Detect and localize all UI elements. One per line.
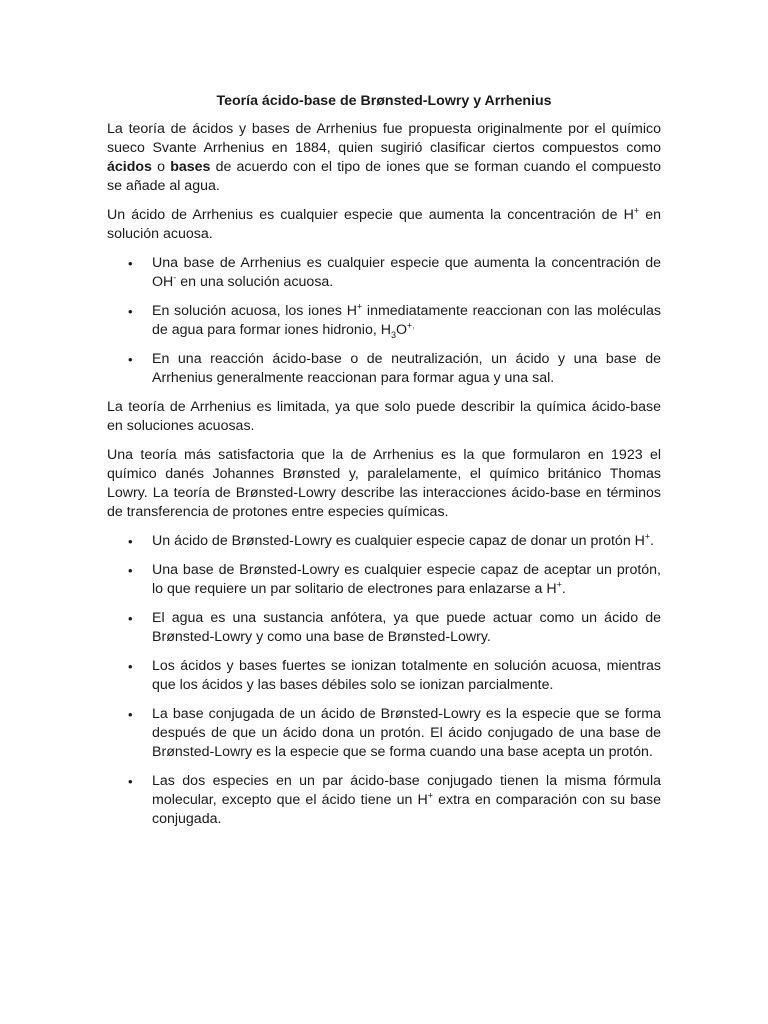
list-item — [107, 302, 661, 340]
list-item-text: El agua es una sustancia anfótera, ya que puede actuar como un ácido de Brønsted-Lowry y como una base de Brønsted-Lowry. — [152, 610, 661, 645]
list-item — [107, 254, 661, 292]
list-item-text: En una reacción ácido-base o de neutralización, un ácido y una base de Arrhenius generalmente reaccionan para formar agua y una sal. — [152, 351, 661, 386]
list-item-text-end: extra en comparación con su base conjugada. — [152, 792, 661, 827]
bullet-icon: • — [128, 659, 133, 674]
list-item-text: La base conjugada de un ácido de Brønsted-Lowry es la especie que se forma después de que un ácido dona un protón. El ácido conjugado de una base de Brønsted-Lowry es la especie que se forma cuando una base acepta un protón. — [152, 706, 661, 760]
bullet-icon: • — [128, 611, 133, 626]
document-title: Teoría ácido-base de Brønsted-Lowry y Arrhenius — [216, 93, 552, 109]
superscript-plus: + — [633, 205, 640, 216]
list-item — [107, 532, 661, 551]
acid-definition-text: Un ácido de Arrhenius es cualquier especie que aumenta la concentración de H — [107, 207, 634, 223]
superscript-plus: + — [556, 579, 562, 590]
list-item-text: En solución acuosa, los iones H — [152, 303, 357, 319]
list-item — [107, 705, 661, 762]
bullet-icon: • — [128, 534, 133, 549]
intro-text-o: o — [151, 159, 171, 175]
term-acidos: ácidos — [107, 159, 152, 175]
intro-text-start: La teoría de ácidos y bases de Arrhenius fue propuesta originalmente por el químico sueco Svante Arrhenius en 1884, quien sugirió clasificar ciertos compuestos como — [107, 121, 661, 156]
bullet-icon: • — [128, 707, 133, 722]
list-item-text-mid: inmediatamente reaccionan con las moléculas de agua para formar iones hidronio, H — [152, 303, 661, 338]
list-item-text: Las dos especies en un par ácido-base conjugado tienen la misma fórmula molecular, excepto que el ácido tiene un H — [152, 773, 661, 808]
list-item — [107, 350, 661, 388]
bullet-icon: • — [128, 774, 133, 789]
list-item — [107, 561, 661, 599]
superscript-plus: + — [427, 790, 433, 801]
list-item-text: Una base de Brønsted-Lowry es cualquier especie capaz de aceptar un protón, lo que requiere un par solitario de electrones para enlazarse a H — [152, 562, 661, 597]
arrhenius-bullet-list — [107, 254, 661, 388]
superscript-plus: + — [644, 531, 651, 542]
list-item-text: Un ácido de Brønsted-Lowry es cualquier especie capaz de donar un protón H — [152, 533, 645, 549]
bronsted-lowry-bullet-list — [107, 532, 661, 829]
term-bases: bases — [170, 159, 211, 175]
list-item-text-end: . — [650, 533, 655, 549]
bullet-icon: • — [128, 256, 133, 271]
superscript-plus-dot: +. — [407, 320, 415, 331]
list-item-text-end: en una solución acuosa. — [176, 274, 334, 290]
list-item-text: Los ácidos y bases fuertes se ionizan totalmente en solución acuosa, mientras que los ácidos y las bases débiles solo se ionizan parcialmente. — [152, 658, 661, 693]
bullet-icon: • — [128, 563, 133, 578]
list-item — [107, 609, 661, 647]
list-item — [107, 772, 661, 829]
paragraph-arrhenius-intro — [107, 120, 661, 196]
list-item-text: Una base de Arrhenius es cualquier especie que aumenta la concentración de OH — [152, 255, 661, 290]
list-item — [107, 657, 661, 695]
paragraph-arrhenius-limited: La teoría de Arrhenius es limitada, ya que solo puede describir la química ácido-base en soluciones acuosas. — [107, 399, 661, 434]
bullet-icon: • — [128, 304, 133, 319]
acid-definition-end: en solución acuosa. — [107, 207, 661, 242]
paragraph-bronsted-lowry-intro: Una teoría más satisfactoria que la de Arrhenius es la que formularon en 1923 el químico danés Johannes Brønsted y, paralelamente, el químico británico Thomas Lowry. La teoría de Brønsted-Lowry describe las interacciones ácido-base en términos de transferencia de protones entre especies químicas. — [107, 447, 661, 520]
list-item-text-o: O — [395, 322, 408, 338]
subscript-three: 3 — [390, 329, 396, 340]
intro-text-end: de acuerdo con el tipo de iones que se forman cuando el compuesto se añade al agua. — [107, 159, 661, 194]
superscript-minus: - — [173, 272, 177, 283]
paragraph-arrhenius-acid — [107, 206, 661, 244]
bullet-icon: • — [128, 352, 133, 367]
list-item-text-end: . — [561, 581, 566, 597]
superscript-plus: + — [356, 301, 363, 312]
